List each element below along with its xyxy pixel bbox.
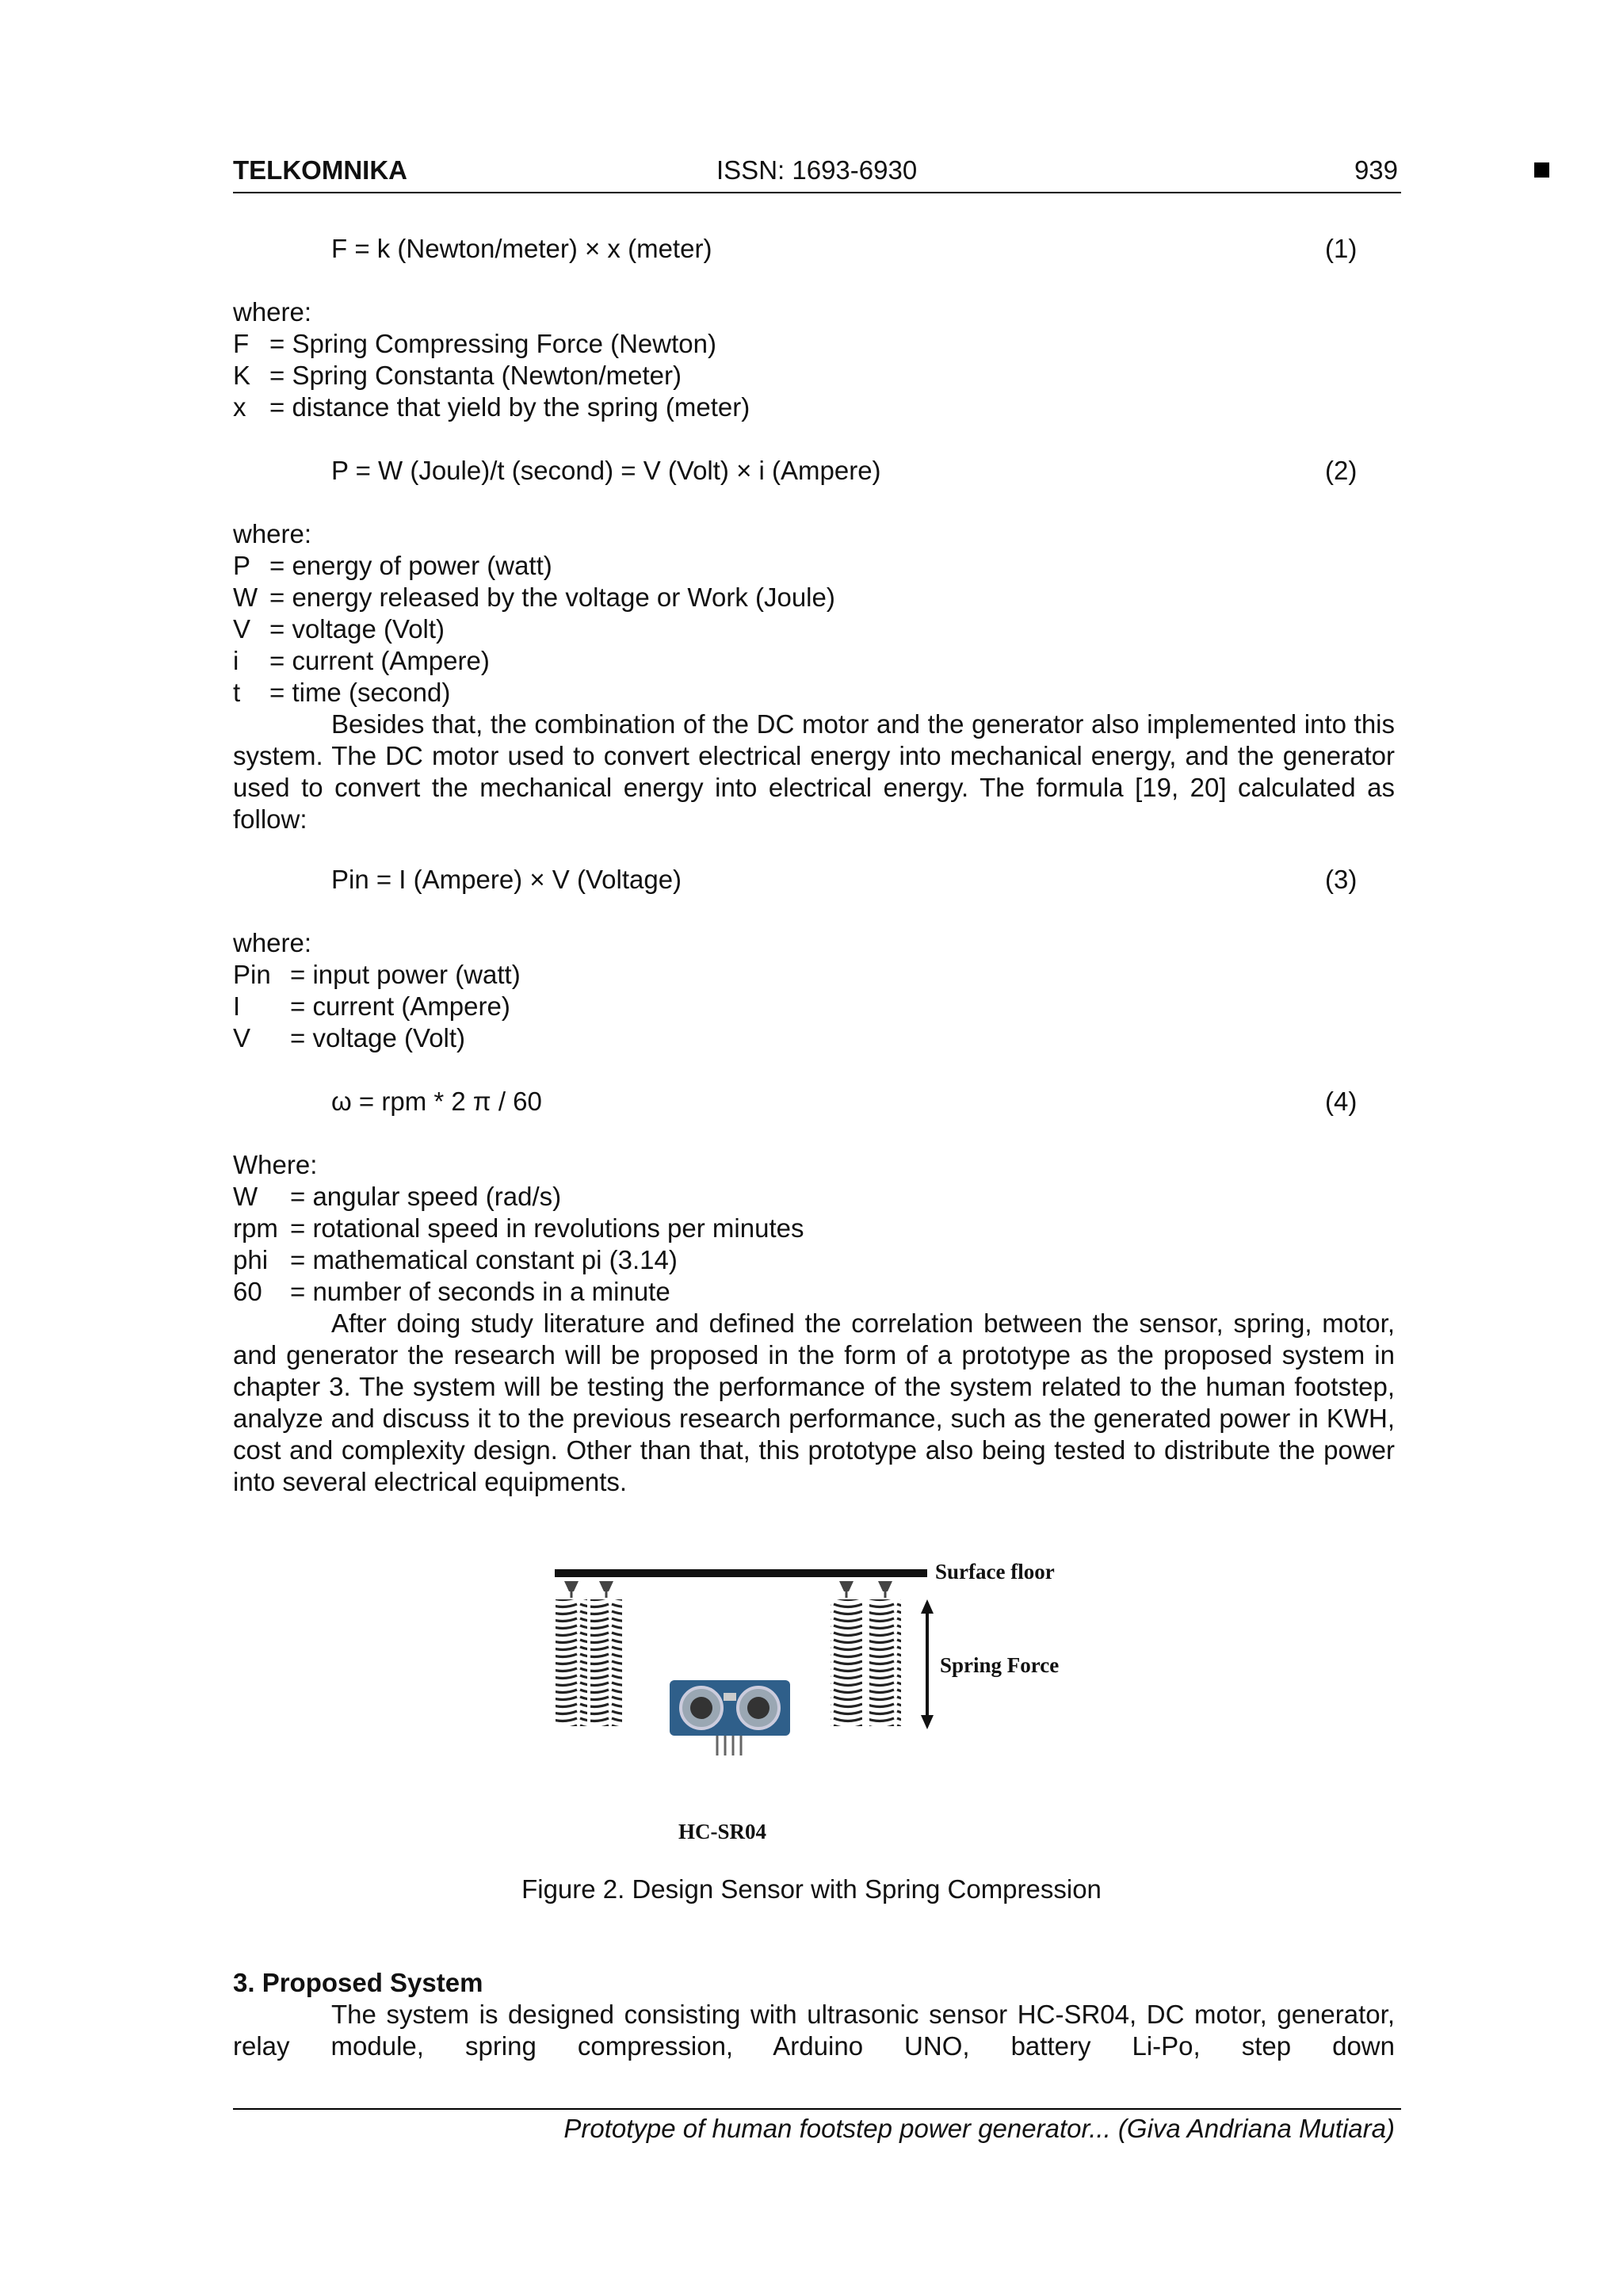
body-paragraph-2: [233, 1308, 1395, 1498]
where-label-1: where:: [233, 297, 312, 327]
surface-floor-plate: [555, 1569, 927, 1577]
paragraph-text: Besides that, the combination of the DC motor and the generator also implemented into this system. The DC motor used to convert electrical energy into mechanical energy, and the generator used to convert the mechanical energy into electrical energy. The formula [19, 20] calculated as follow:: [233, 709, 1395, 834]
definition-text: = number of seconds in a minute: [290, 1277, 670, 1306]
definition-text: = energy released by the voltage or Work (Joule): [269, 583, 835, 612]
square-bullet-icon: [1534, 162, 1549, 178]
definition-symbol: I: [233, 991, 241, 1021]
footer-text: Prototype of human footstep power generator... (Giva Andriana Mutiara): [563, 2114, 1395, 2143]
definition-symbol: phi: [233, 1245, 269, 1274]
figure-spring-sensor: [547, 1545, 1102, 1847]
page-number: 939: [1354, 155, 1398, 185]
paragraph-text: After doing study literature and defined the correlation between the sensor, spring, motor, and generator the research will be proposed in the form of a prototype as the proposed system in chapter 3. The system will be testing the performance of the system related to the human footstep, analyze and discuss it to the previous research performance, such as the generated power in KWH, cost and complexity design. Other than that, this prototype also being tested to distribute the power into several electrical equipments.: [233, 1308, 1395, 1496]
spring-left-2: [590, 1581, 622, 1726]
journal-name: TELKOMNIKA: [233, 155, 407, 185]
definition-symbol: V: [233, 1023, 251, 1052]
spring-right-2: [869, 1581, 901, 1726]
definition-text: = voltage (Volt): [290, 1023, 466, 1052]
definition-symbol: V: [233, 614, 251, 644]
definition-symbol: P: [233, 551, 251, 580]
spring-right-1: [831, 1581, 862, 1726]
running-header: [233, 155, 1401, 193]
where-label-3: where:: [233, 928, 312, 957]
definition-text: = time (second): [269, 678, 451, 707]
definition-text: = Spring Compressing Force (Newton): [269, 329, 716, 358]
section-paragraph: [233, 1999, 1395, 2062]
definition-text: = Spring Constanta (Newton/meter): [269, 361, 682, 390]
definition-text: = angular speed (rad/s): [290, 1182, 562, 1211]
definition-symbol: x: [233, 392, 246, 422]
equation-1-number: (1): [1325, 234, 1358, 263]
spring-sensor-diagram: [547, 1545, 1102, 1847]
definition-symbol: K: [233, 361, 251, 390]
equation-3-number: (3): [1325, 865, 1358, 894]
spring-left-1: [556, 1581, 587, 1726]
equation-3: Pin = I (Ampere) × V (Voltage): [331, 865, 682, 894]
definition-text: = rotational speed in revolutions per minutes: [290, 1213, 804, 1243]
paragraph-text: The system is designed consisting with ultrasonic sensor HC-SR04, DC motor, generator, relay module, spring compression, Arduino UNO, battery Li-Po, step down: [233, 2000, 1395, 2061]
surface-floor-label: Surface floor: [935, 1560, 1055, 1584]
definition-text: = input power (watt): [290, 960, 521, 989]
equation-1: F = k (Newton/meter) × x (meter): [331, 234, 712, 263]
where-label-2: where:: [233, 519, 312, 548]
definition-symbol: rpm: [233, 1213, 278, 1243]
sensor-label: HC-SR04: [678, 1820, 767, 1843]
definition-text: = mathematical constant pi (3.14): [290, 1245, 678, 1274]
running-footer: [233, 2108, 1401, 2143]
body-paragraph-1: [233, 709, 1395, 835]
definition-symbol: t: [233, 678, 241, 707]
definition-text: = distance that yield by the spring (meter): [269, 392, 750, 422]
definition-symbol: W: [233, 583, 258, 612]
double-arrow-icon: [921, 1599, 934, 1729]
equation-4: ω = rpm * 2 π / 60: [331, 1087, 542, 1116]
issn: ISSN: 1693-6930: [716, 155, 918, 185]
definition-symbol: i: [233, 646, 239, 675]
hc-sr04-sensor: [670, 1680, 790, 1755]
definition-symbol: F: [233, 329, 250, 358]
definition-text: = current (Ampere): [290, 991, 510, 1021]
equation-2-number: (2): [1325, 456, 1358, 485]
definition-text: = voltage (Volt): [269, 614, 445, 644]
figure-caption: Figure 2. Design Sensor with Spring Compression: [521, 1874, 1102, 1904]
where-label-4: Where:: [233, 1150, 318, 1179]
definition-text: = energy of power (watt): [269, 551, 552, 580]
spring-force-label: Spring Force: [940, 1653, 1060, 1677]
definition-symbol: Pin: [233, 960, 271, 989]
equation-4-number: (4): [1325, 1087, 1358, 1116]
equation-2: P = W (Joule)/t (second) = V (Volt) × i (Ampere): [331, 456, 881, 485]
definition-text: = current (Ampere): [269, 646, 490, 675]
definition-symbol: W: [233, 1182, 258, 1211]
definition-symbol: 60: [233, 1277, 262, 1306]
section-heading: 3. Proposed System: [233, 1968, 483, 1997]
